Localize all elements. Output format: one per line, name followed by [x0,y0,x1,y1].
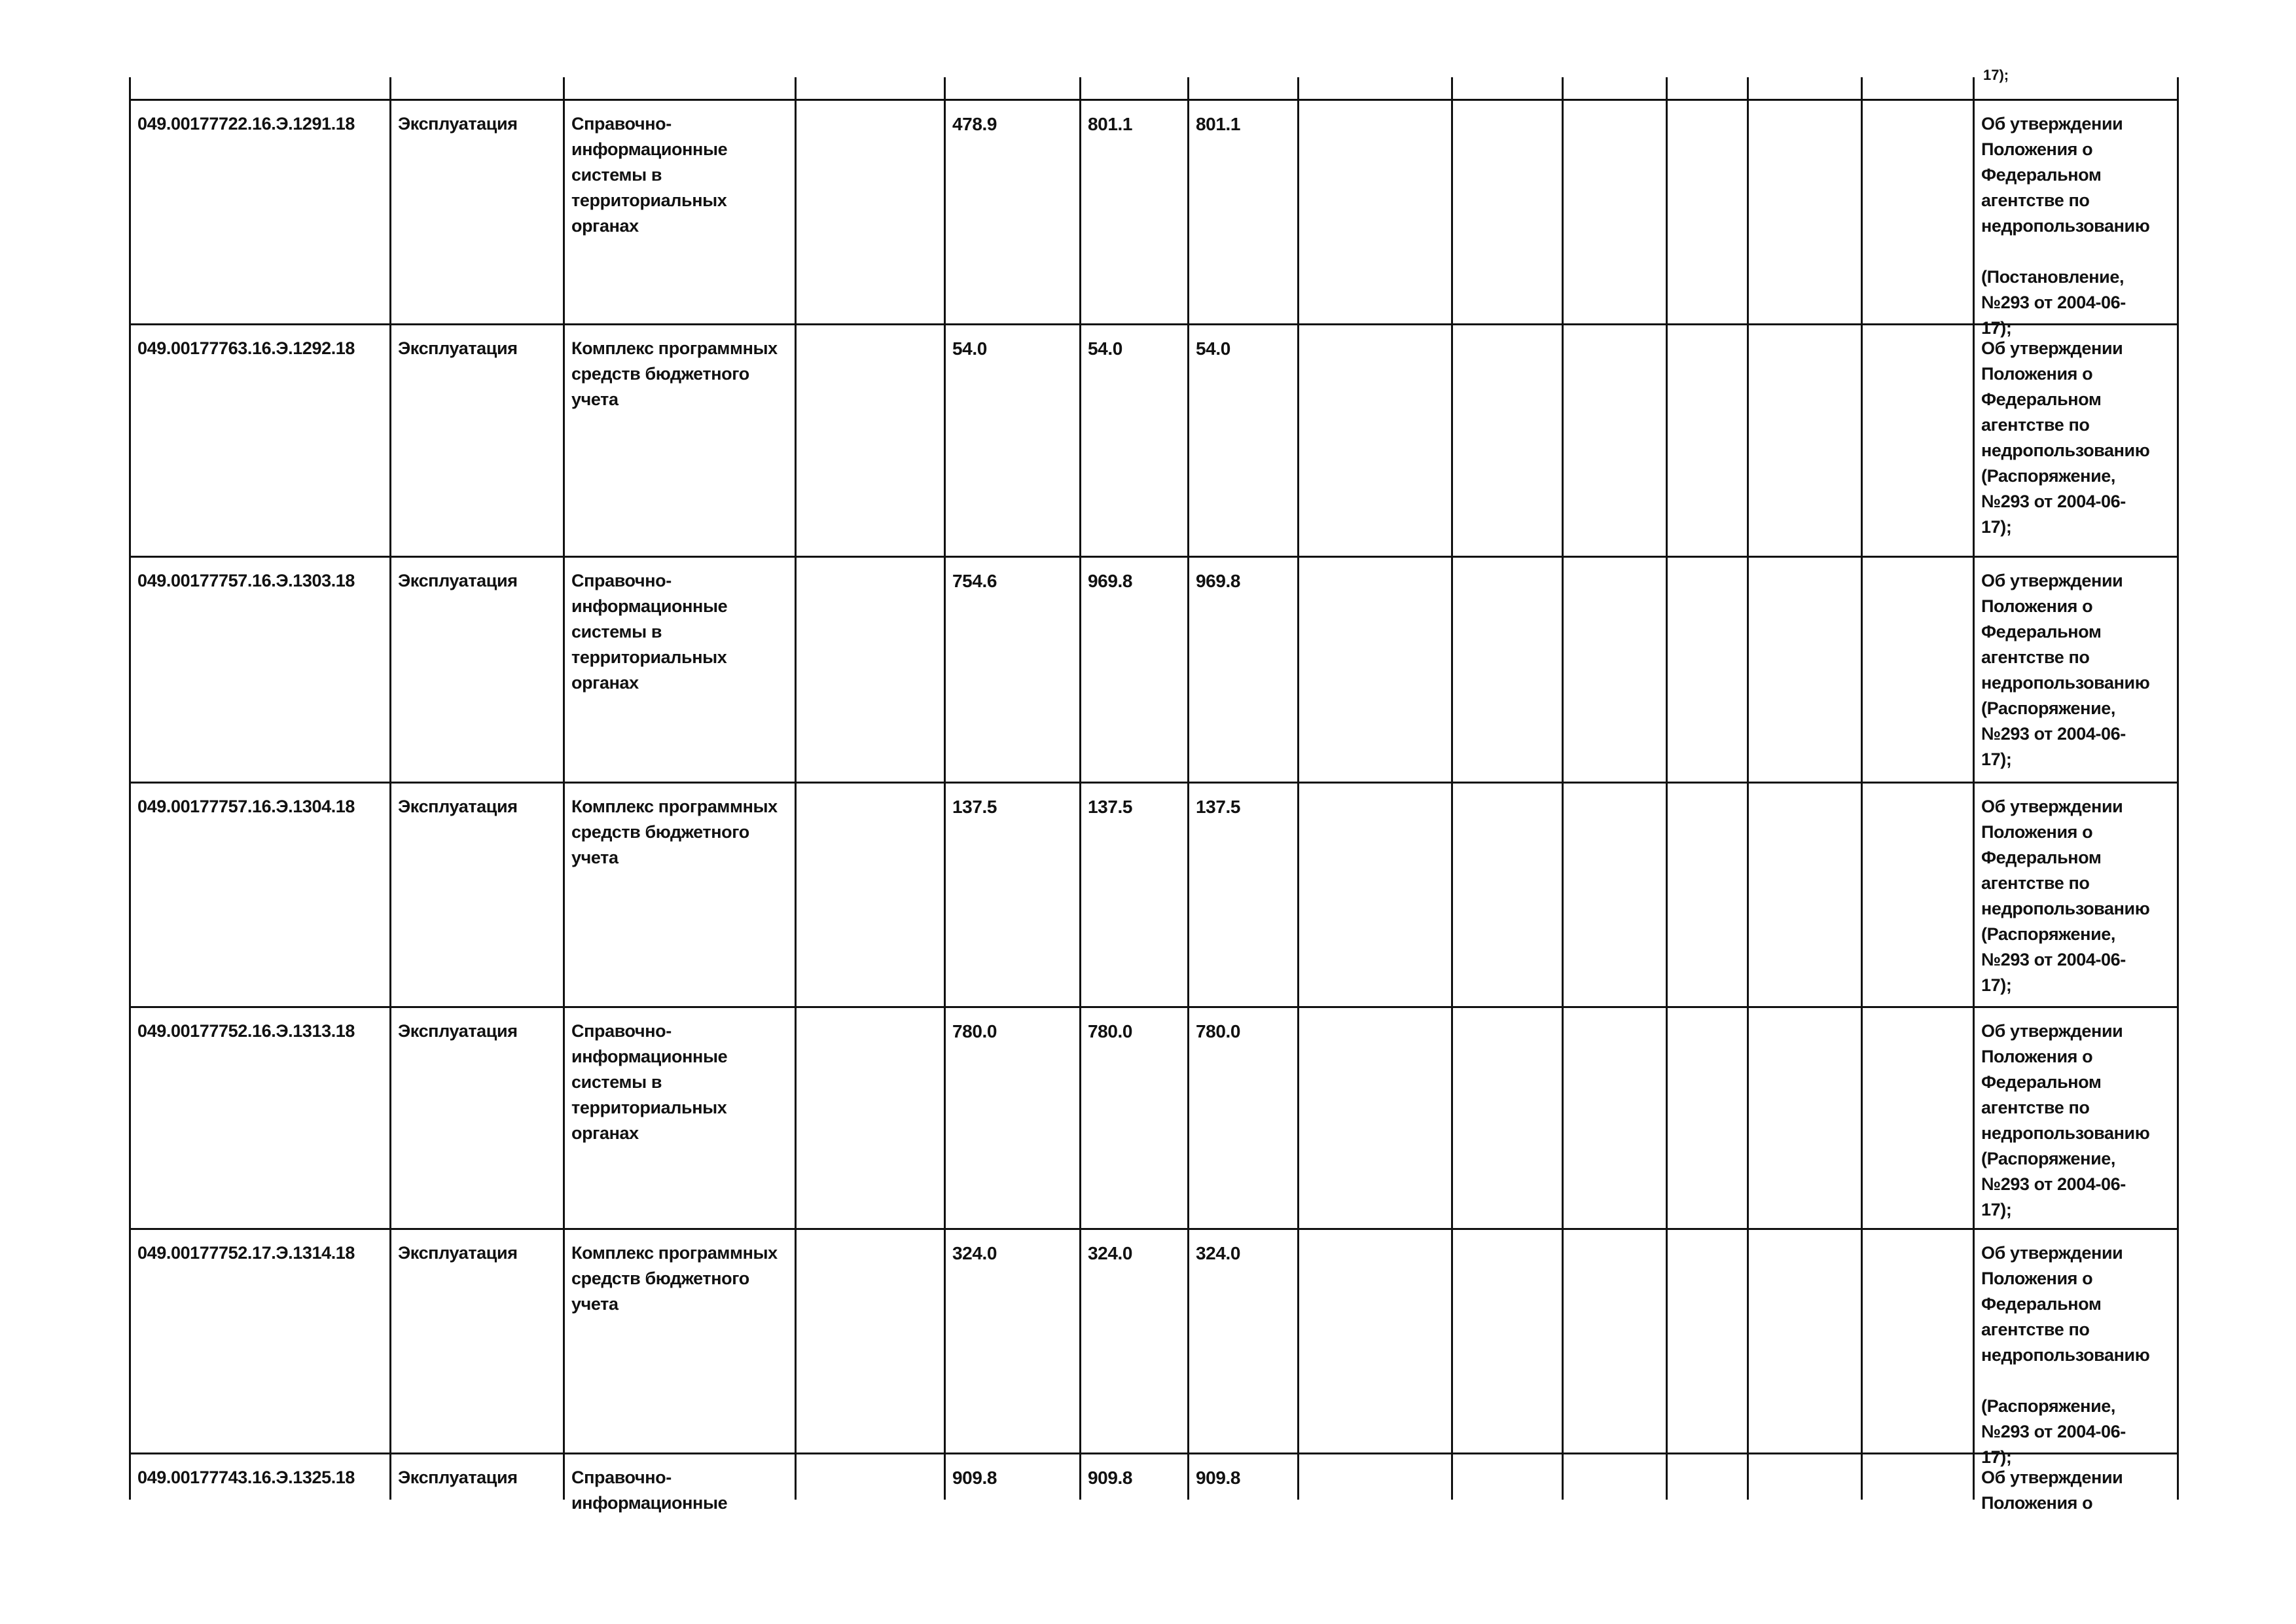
cell-value-2: 324.0 [1088,1243,1133,1263]
column-border [1187,77,1189,1500]
cell-value-3: 909.8 [1196,1468,1241,1488]
cell-code: 049.00177757.16.Э.1304.18 [137,797,355,816]
cell-legal-basis: Об утверждении Положения о Федеральном агентстве по недропользованию (Распоряжение, №293 от 2004-06- 17); [1981,338,2150,537]
cell-system-name: Комплекс программных средств бюджетного учета [571,338,778,409]
cell-stage: Эксплуатация [398,1468,518,1487]
column-border [1079,77,1081,1500]
column-border [944,77,946,1500]
cell-value-2: 137.5 [1088,797,1133,817]
cell-value-1: 780.0 [952,1021,997,1041]
cell-code: 049.00177763.16.Э.1292.18 [137,338,355,358]
column-border [1973,77,1975,1500]
cell-code: 049.00177752.16.Э.1313.18 [137,1021,355,1041]
column-border [1562,77,1564,1500]
column-border [1861,77,1863,1500]
cell-value-1: 54.0 [952,338,987,359]
cell-stage: Эксплуатация [398,114,518,134]
cell-value-2: 969.8 [1088,571,1133,591]
column-border [1451,77,1453,1500]
cell-legal-basis: Об утверждении Положения о [1981,1468,2123,1513]
cell-legal-basis: Об утверждении Положения о Федеральном агентстве по недропользованию (Распоряжение, №293 от 2004-06- 17); [1981,797,2150,995]
cell-value-3: 137.5 [1196,797,1241,817]
column-border [2177,77,2179,1500]
row-border [130,99,2179,101]
column-border [1747,77,1749,1500]
cell-legal-basis: Об утверждении Положения о Федеральном агентстве по недропользованию (Распоряжение, №293 от 2004-06- 17); [1981,571,2150,769]
cell-value-2: 909.8 [1088,1468,1133,1488]
cell-system-name: Справочно- информационные системы в территориальных органах [571,571,728,693]
cell-value-1: 324.0 [952,1243,997,1263]
cell-stage: Эксплуатация [398,797,518,816]
cell-system-name: Комплекс программных средств бюджетного учета [571,1243,778,1314]
cell-stage: Эксплуатация [398,1243,518,1263]
cell-value-3: 969.8 [1196,571,1241,591]
column-border [563,77,565,1500]
cell-value-1: 137.5 [952,797,997,817]
column-border [1666,77,1668,1500]
cell-stage: Эксплуатация [398,338,518,358]
cell-value-3: 324.0 [1196,1243,1241,1263]
cell-value-2: 780.0 [1088,1021,1133,1041]
cell-value-3: 54.0 [1196,338,1230,359]
cell-value-1: 754.6 [952,571,997,591]
cell-legal-basis: Об утверждении Положения о Федеральном агентстве по недропользованию (Распоряжение, №293 от 2004-06- 17); [1981,1243,2150,1467]
cell-code: 049.00177757.16.Э.1303.18 [137,571,355,590]
cell-value-1: 478.9 [952,114,997,134]
column-border [795,77,797,1500]
row-border [130,1453,2179,1454]
continued-cell-fragment: 17); [1983,67,2009,83]
cell-value-2: 801.1 [1088,114,1133,134]
cell-value-2: 54.0 [1088,338,1122,359]
cell-legal-basis: Об утверждении Положения о Федеральном агентстве по недропользованию (Постановление, №293 от 2004-06- 17); [1981,114,2150,338]
column-border [1297,77,1299,1500]
cell-system-name: Справочно- информационные системы в территориальных органах [571,114,728,236]
cell-system-name: Справочно- информационные [571,1468,728,1513]
cell-value-3: 780.0 [1196,1021,1241,1041]
row-border [130,556,2179,558]
row-border [130,323,2179,325]
column-border [129,77,131,1500]
cell-stage: Эксплуатация [398,1021,518,1041]
cell-system-name: Комплекс программных средств бюджетного учета [571,797,778,867]
row-border [130,782,2179,784]
cell-code: 049.00177743.16.Э.1325.18 [137,1468,355,1487]
cell-system-name: Справочно- информационные системы в территориальных органах [571,1021,728,1143]
cell-legal-basis: Об утверждении Положения о Федеральном агентстве по недропользованию (Распоряжение, №293 от 2004-06- 17); [1981,1021,2150,1219]
row-border [130,1006,2179,1008]
cell-code: 049.00177752.17.Э.1314.18 [137,1243,355,1263]
cell-value-1: 909.8 [952,1468,997,1488]
column-border [389,77,391,1500]
cell-value-3: 801.1 [1196,114,1241,134]
row-border [130,1228,2179,1230]
cell-code: 049.00177722.16.Э.1291.18 [137,114,355,134]
cell-stage: Эксплуатация [398,571,518,590]
